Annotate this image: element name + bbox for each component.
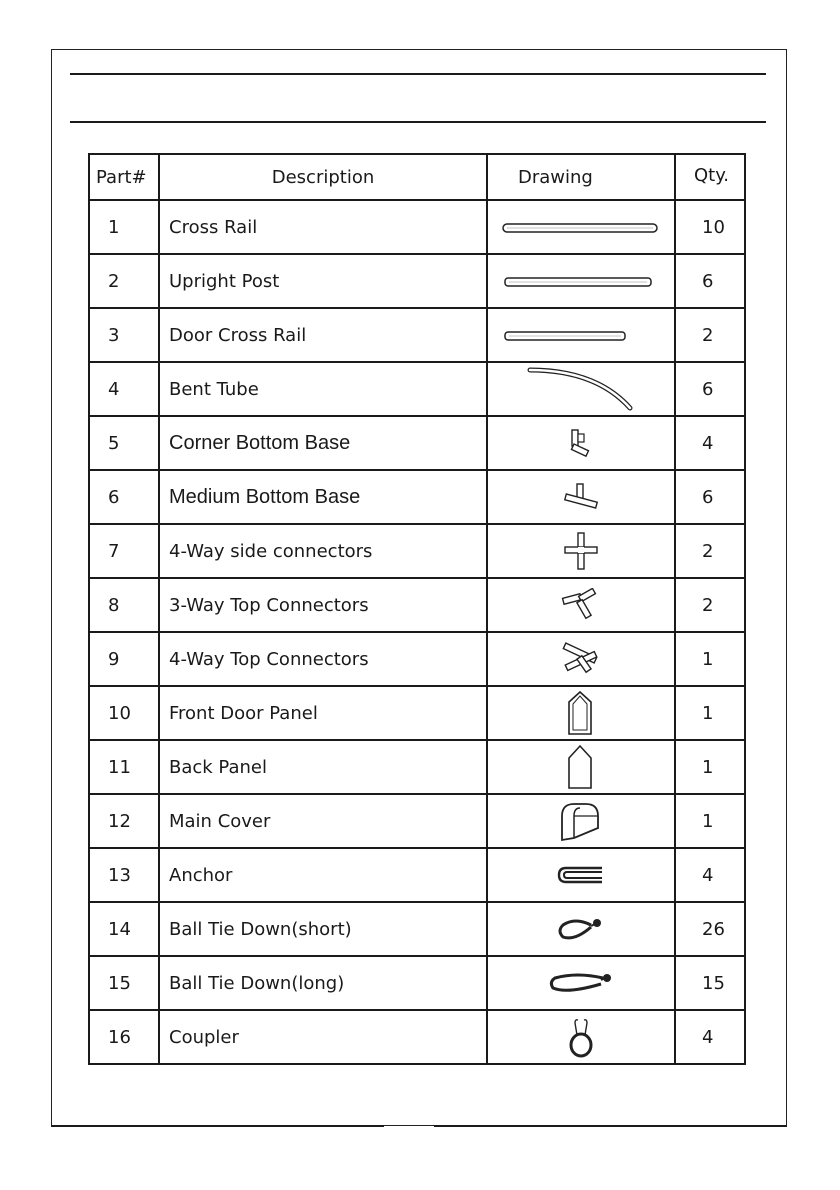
part-description: Door Cross Rail (159, 308, 487, 362)
part-qty: 10 (675, 200, 745, 254)
part-qty: 26 (675, 902, 745, 956)
part-number: 10 (89, 686, 159, 740)
table-row (89, 200, 745, 254)
anchor-icon (556, 865, 606, 884)
part-number: 3 (89, 308, 159, 362)
part-qty: 2 (675, 578, 745, 632)
part-number: 7 (89, 524, 159, 578)
bent-tube-icon (526, 379, 636, 398)
three-way-top-connector-icon (561, 595, 601, 614)
part-description: Corner Bottom Base (159, 416, 487, 470)
part-qty: 6 (675, 470, 745, 524)
coupler-icon (565, 1027, 597, 1046)
part-description: Upright Post (159, 254, 487, 308)
part-number: 14 (89, 902, 159, 956)
part-qty: 4 (675, 416, 745, 470)
table-header-row (89, 154, 745, 200)
table-row (89, 578, 745, 632)
part-description: Bent Tube (159, 362, 487, 416)
part-qty: 15 (675, 956, 745, 1010)
table-row (89, 848, 745, 902)
part-qty: 1 (675, 686, 745, 740)
footer-rule-right (434, 1125, 787, 1127)
part-description: Medium Bottom Base (159, 470, 487, 524)
front-door-panel-icon (566, 703, 596, 722)
table-row (89, 308, 745, 362)
part-qty: 1 (675, 740, 745, 794)
medium-base-icon (563, 487, 599, 506)
part-number: 8 (89, 578, 159, 632)
table-row (89, 740, 745, 794)
long-tube-icon (501, 218, 661, 237)
part-number: 13 (89, 848, 159, 902)
part-number: 16 (89, 1010, 159, 1064)
part-number: 5 (89, 416, 159, 470)
part-description: Anchor (159, 848, 487, 902)
part-description: 3-Way Top Connectors (159, 578, 487, 632)
table-row (89, 686, 745, 740)
part-qty: 2 (675, 308, 745, 362)
part-number: 15 (89, 956, 159, 1010)
part-number: 12 (89, 794, 159, 848)
part-number: 6 (89, 470, 159, 524)
header-description: Description (159, 154, 487, 200)
part-description: Front Door Panel (159, 686, 487, 740)
part-description: Main Cover (159, 794, 487, 848)
four-way-top-connector-icon (561, 649, 601, 668)
part-qty: 6 (675, 362, 745, 416)
part-qty: 1 (675, 632, 745, 686)
table-row (89, 416, 745, 470)
short-tube-icon (501, 326, 661, 345)
back-panel-icon (566, 757, 596, 776)
header-rule-top (70, 73, 766, 75)
part-description: 4-Way Top Connectors (159, 632, 487, 686)
four-way-side-connector-icon (563, 541, 599, 560)
ball-tie-short-icon (555, 919, 607, 938)
table-row (89, 362, 745, 416)
part-qty: 6 (675, 254, 745, 308)
table-row (89, 794, 745, 848)
medium-tube-icon (501, 272, 661, 291)
header-qty: Qty. (675, 154, 745, 200)
table-row (89, 956, 745, 1010)
part-qty: 4 (675, 1010, 745, 1064)
header-rule-bottom (70, 121, 766, 123)
table-row (89, 524, 745, 578)
ball-tie-long-icon (547, 973, 615, 992)
parts-table (88, 153, 746, 1065)
table-row (89, 1010, 745, 1064)
table-row (89, 632, 745, 686)
part-description: Ball Tie Down(long) (159, 956, 487, 1010)
table-row (89, 254, 745, 308)
header-part: Part# (89, 154, 159, 200)
part-description: Back Panel (159, 740, 487, 794)
main-cover-icon (558, 811, 604, 830)
table-row (89, 902, 745, 956)
part-description: Cross Rail (159, 200, 487, 254)
part-description: 4-Way side connectors (159, 524, 487, 578)
header-drawing: Drawing (487, 154, 675, 200)
part-qty: 1 (675, 794, 745, 848)
part-description: Coupler (159, 1010, 487, 1064)
part-number: 4 (89, 362, 159, 416)
part-number: 11 (89, 740, 159, 794)
part-qty: 2 (675, 524, 745, 578)
part-number: 2 (89, 254, 159, 308)
footer-rule-left (51, 1125, 384, 1127)
part-number: 9 (89, 632, 159, 686)
table-row (89, 470, 745, 524)
part-number: 1 (89, 200, 159, 254)
part-qty: 4 (675, 848, 745, 902)
part-description: Ball Tie Down(short) (159, 902, 487, 956)
corner-base-icon (566, 433, 596, 452)
